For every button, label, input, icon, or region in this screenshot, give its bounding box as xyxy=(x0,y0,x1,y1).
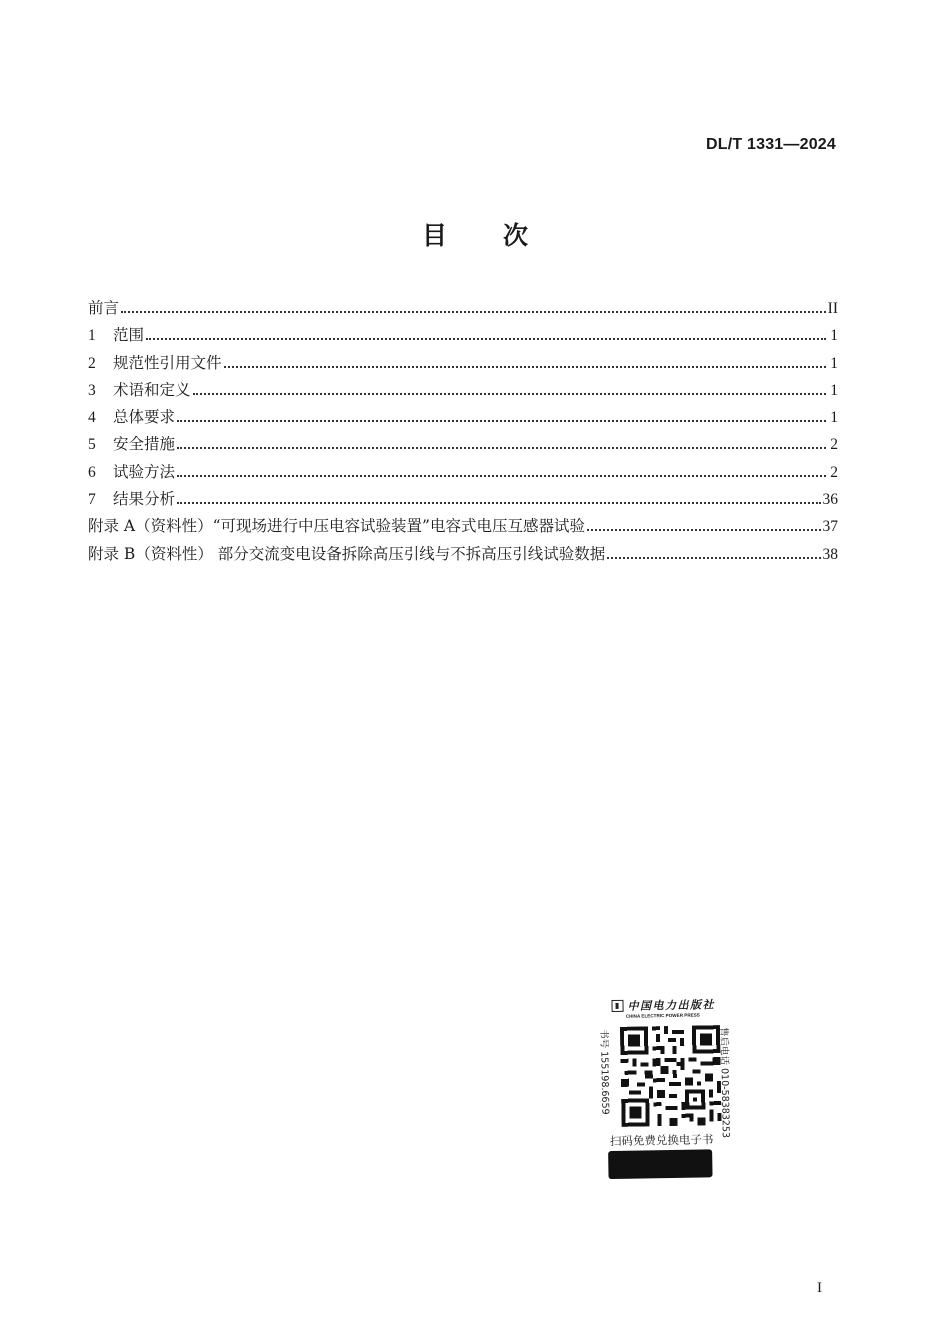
redacted-code-block xyxy=(608,1149,712,1179)
toc-entry-1[interactable] xyxy=(88,323,838,350)
toc-entry-label: 总体要求 xyxy=(113,408,176,427)
toc-leader-dots xyxy=(224,366,826,368)
toc-leader-dots xyxy=(177,475,826,477)
toc-entry-label: 术语和定义 xyxy=(113,380,191,399)
toc-leader-dots xyxy=(146,338,826,340)
page-title-char-2: 次 xyxy=(503,221,529,250)
publisher-header xyxy=(607,995,735,1023)
publisher-qr-sticker xyxy=(597,995,736,1181)
publisher-name-cn: 中国电力出版社 xyxy=(627,998,716,1013)
toc-entry-5[interactable] xyxy=(88,432,838,459)
toc-entry-page: II xyxy=(827,300,838,317)
toc-entry-number: 6 xyxy=(88,463,96,481)
table-of-contents xyxy=(88,296,838,569)
page-number: I xyxy=(817,1280,822,1296)
standard-code: DL/T 1331—2024 xyxy=(706,136,836,153)
toc-leader-dots xyxy=(177,420,826,422)
toc-entry-label: 规范性引用文件 xyxy=(113,353,222,372)
toc-entry-page: 38 xyxy=(822,545,838,563)
toc-entry-page: 37 xyxy=(822,518,838,536)
toc-entry-page: 1 xyxy=(830,354,838,372)
toc-entry-appendix-b[interactable] xyxy=(88,542,838,569)
toc-entry-page: 1 xyxy=(830,327,838,345)
toc-entry-6[interactable] xyxy=(88,460,838,487)
toc-entry-number: 7 xyxy=(88,491,96,509)
toc-entry-label: 结果分析 xyxy=(113,490,176,509)
publisher-logo-icon xyxy=(611,1000,623,1012)
toc-entry-number: 3 xyxy=(88,381,96,399)
toc-entry-number: 2 xyxy=(88,354,96,372)
toc-entry-appendix-a[interactable] xyxy=(88,514,838,541)
toc-entry-number: 4 xyxy=(88,409,96,427)
toc-entry-label: 安全措施 xyxy=(113,435,176,454)
publisher-name-en: CHINA ELECTRIC POWER PRESS xyxy=(625,1012,700,1019)
book-number: 书号 155198.6659 xyxy=(597,1029,611,1115)
toc-entry-label: 试验方法 xyxy=(113,462,176,481)
sales-phone: 售后电话 010-58383253 xyxy=(717,1026,731,1139)
toc-leader-dots xyxy=(193,393,826,395)
toc-entry-page: 1 xyxy=(830,409,838,427)
toc-entry-label: 范围 xyxy=(113,326,145,345)
toc-entry-page: 36 xyxy=(822,491,838,509)
toc-entry-page: 1 xyxy=(830,381,838,399)
toc-entry-7[interactable] xyxy=(88,487,838,514)
toc-leader-dots xyxy=(177,447,826,449)
toc-entry-number: 5 xyxy=(88,436,96,454)
toc-entry-label: 附录 B（资料性） 部分交流变电设备拆除高压引线与不拆高压引线试验数据 xyxy=(88,544,606,563)
toc-entry-label: 附录 A（资料性）“可现场进行中压电容试验装置”电容式电压互感器试验 xyxy=(88,517,585,536)
toc-leader-dots xyxy=(121,311,826,313)
toc-leader-dots xyxy=(177,502,820,504)
toc-entry-3[interactable] xyxy=(88,378,838,405)
toc-entry-4[interactable] xyxy=(88,405,838,432)
toc-entry-label: 前言 xyxy=(88,299,120,317)
toc-entry-page: 2 xyxy=(830,463,838,481)
scan-instruction: 扫码免费兑换电子书 xyxy=(609,1132,714,1149)
qr-code-icon[interactable] xyxy=(620,1025,722,1127)
toc-entry-number: 1 xyxy=(88,327,96,345)
toc-entry-foreword[interactable] xyxy=(88,296,838,323)
toc-leader-dots xyxy=(607,557,820,559)
toc-entry-2[interactable] xyxy=(88,351,838,378)
page-title xyxy=(0,216,950,252)
page-title-char-1: 目 xyxy=(421,221,447,250)
toc-leader-dots xyxy=(587,529,821,531)
toc-entry-page: 2 xyxy=(830,436,838,454)
